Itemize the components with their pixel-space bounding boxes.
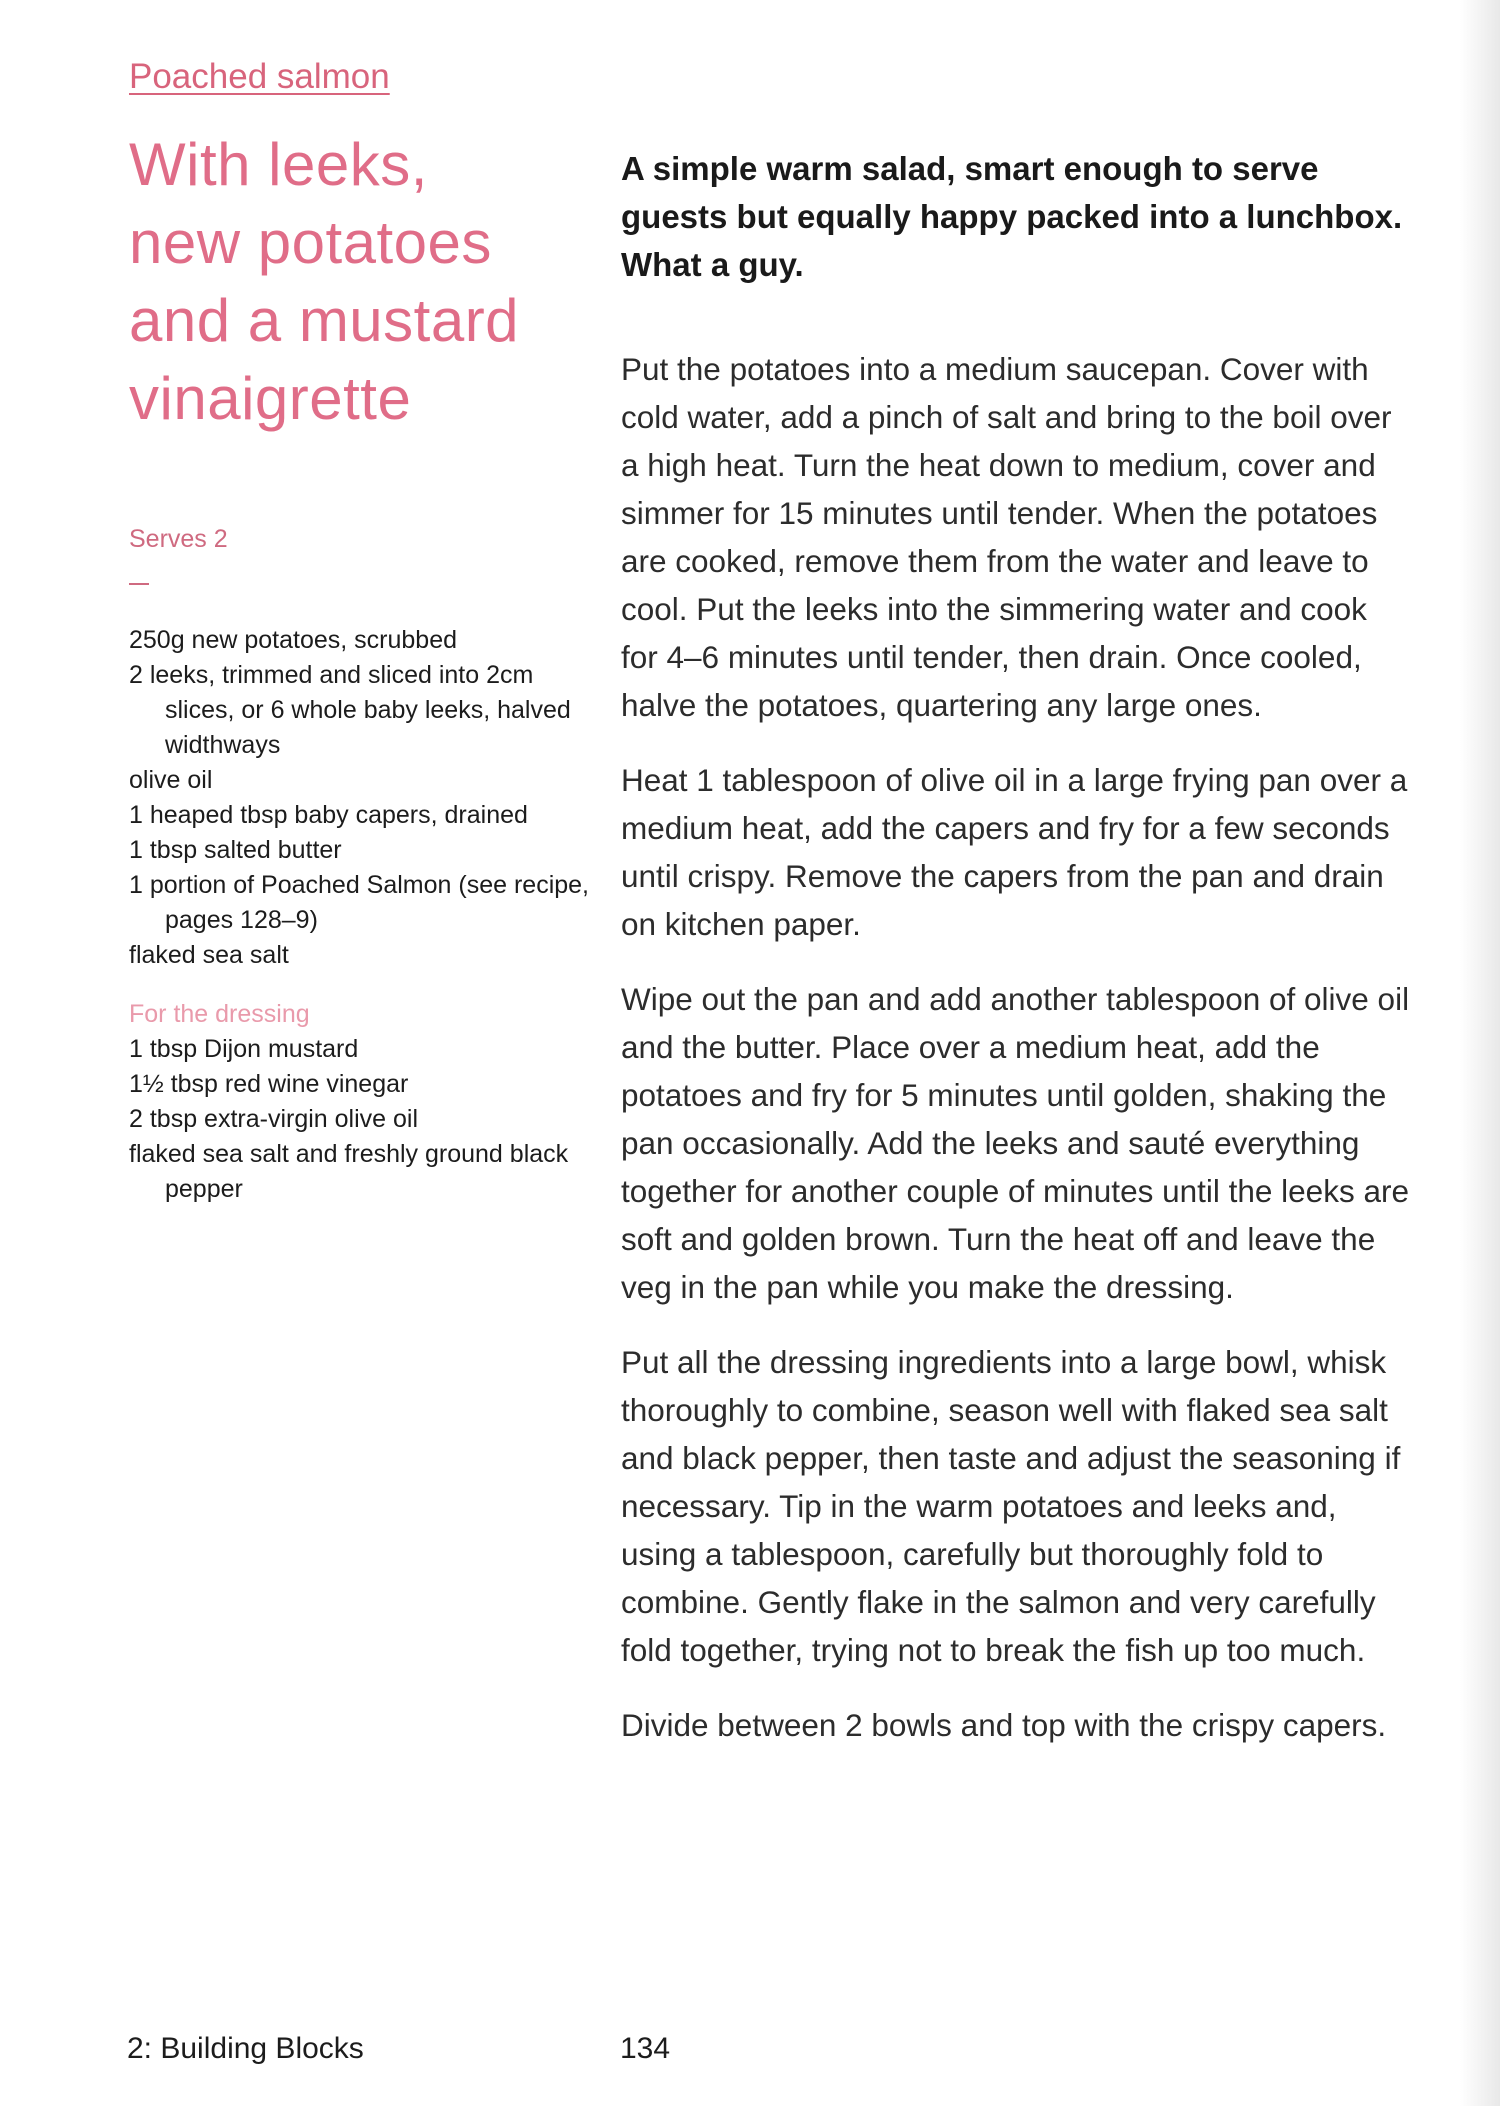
- dressing-heading: For the dressing: [129, 1000, 310, 1028]
- ingredient-list: [129, 623, 589, 973]
- recipe-title: [129, 126, 589, 438]
- ingredient-item: 1 tbsp salted butter: [129, 836, 342, 864]
- method-paragraph: Wipe out the pan and add another tablespoon of olive oil and the butter. Place over a medium heat, add the potatoes and fry for 5 minutes until golden, shaking the pan occasionally. Add the leeks and sauté everything together for another couple of minutes until the leeks are soft and golden brown. Turn the heat off and leave the veg in the pan while you make the dressing.: [621, 981, 1410, 1305]
- dressing-ingredient-item: 1½ tbsp red wine vinegar: [129, 1070, 409, 1098]
- ingredient-item: 2 leeks, trimmed and sliced into 2cm slices, or 6 whole baby leeks, halved widthways: [129, 661, 571, 759]
- ingredient-item: olive oil: [129, 766, 213, 794]
- serves-label: Serves 2: [129, 525, 228, 553]
- recipe-title-line: With leeks,: [129, 131, 428, 198]
- method-paragraph: Divide between 2 bowls and top with the crispy capers.: [621, 1707, 1387, 1743]
- divider-dash: [129, 583, 149, 585]
- method-paragraph: Put all the dressing ingredients into a large bowl, whisk thoroughly to combine, season well with flaked sea salt and black pepper, then taste and adjust the seasoning if necessary. Tip in the warm potatoes and leeks and, using a tablespoon, carefully but thoroughly fold to combine. Gently flake in the salmon and very carefully fold together, trying not to break the fish up too much.: [621, 1344, 1401, 1668]
- section-footer: 2: Building Blocks: [127, 2032, 364, 2065]
- method-steps: [621, 345, 1411, 1749]
- method-paragraph: Heat 1 tablespoon of olive oil in a large frying pan over a medium heat, add the capers and fry for a few seconds until crispy. Remove the capers from the pan and drain on kitchen paper.: [621, 762, 1408, 942]
- recipe-category: Poached salmon: [129, 57, 390, 96]
- recipe-title-line: vinaigrette: [129, 365, 412, 432]
- ingredient-item: 1 heaped tbsp baby capers, drained: [129, 801, 528, 829]
- page-number: 134: [620, 2032, 671, 2065]
- ingredient-item: 1 portion of Poached Salmon (see recipe, pages 128–9): [129, 871, 589, 934]
- dressing-ingredient-item: 1 tbsp Dijon mustard: [129, 1035, 359, 1063]
- page-edge-shadow: [1460, 0, 1500, 2106]
- ingredient-item: flaked sea salt: [129, 941, 289, 969]
- recipe-method-column: [621, 145, 1411, 1776]
- recipe-title-line: and a mustard: [129, 287, 520, 354]
- recipe-title-line: new potatoes: [129, 209, 492, 276]
- dressing-ingredient-item: 2 tbsp extra-virgin olive oil: [129, 1105, 419, 1133]
- method-paragraph: Put the potatoes into a medium saucepan. Cover with cold water, add a pinch of salt and bring to the boil over a high heat. Turn the heat down to medium, cover and simmer for 15 minutes until tender. When the potatoes are cooked, remove them from the water and leave to cool. Put the leeks into the simmering water and cook for 4–6 minutes until tender, then drain. Once cooled, halve the potatoes, quartering any large ones.: [621, 351, 1392, 723]
- dressing-ingredient-list: [129, 1032, 589, 1207]
- ingredient-item: 250g new potatoes, scrubbed: [129, 626, 458, 654]
- dressing-ingredient-item: flaked sea salt and freshly ground black pepper: [129, 1140, 569, 1203]
- recipe-intro: A simple warm salad, smart enough to serve guests but equally happy packed into a lunchbox. What a guy.: [621, 150, 1403, 283]
- recipe-sidebar: [129, 52, 589, 1207]
